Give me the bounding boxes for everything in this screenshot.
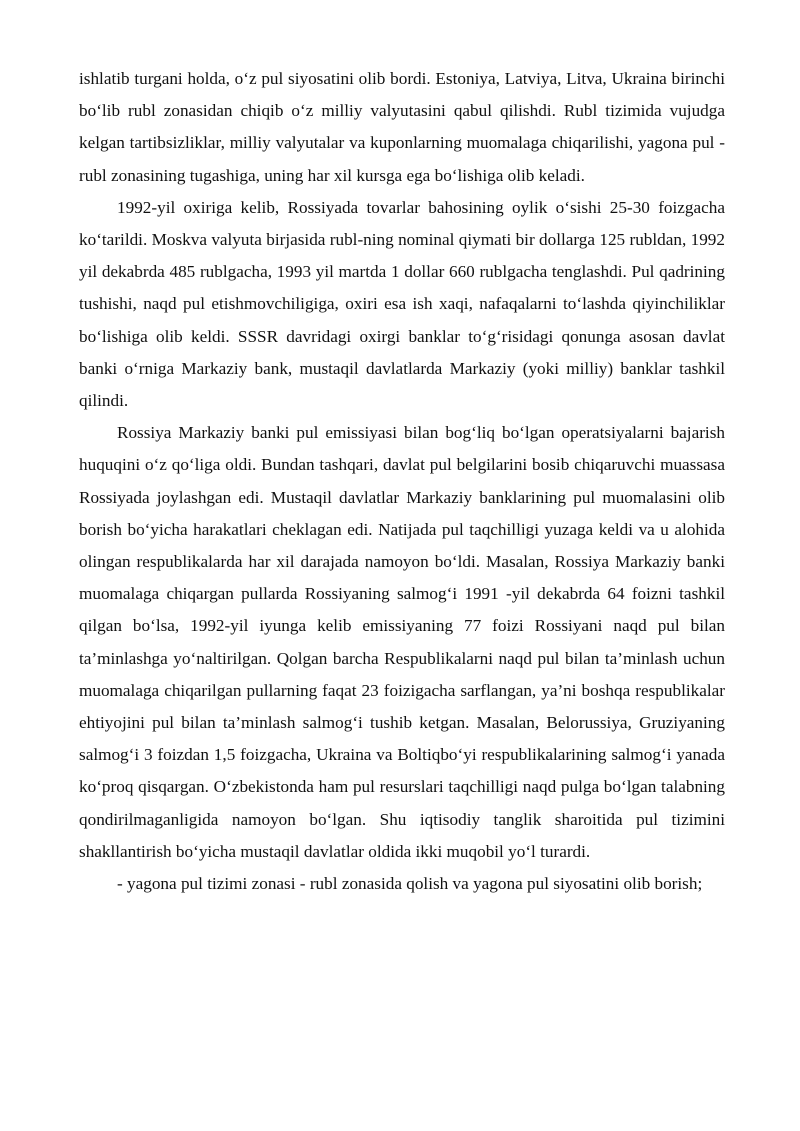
paragraph-central-bank: Rossiya Markaziy banki pul emissiyasi bilan bog‘liq bo‘lgan operatsiyalarni bajarish huquqini o‘z qo‘liga oldi. Bundan tashqari, davlat pul belgilarini bosib chiqaruvchi muassasa Rossiyada joylashgan edi. Mustaqil davlatlar Markaziy banklarining pul muomalasini olib borish bo‘yicha harakatlari cheklagan edi. Natijada pul taqchilligi yuzaga keldi va u alohida olingan respublikalarda har xil darajada namoyon bo‘ldi. Masalan, Rossiya Markaziy banki muomalaga chiqargan pullarda Rossiyaning salmog‘i 1991 -yil dekabrda 64 foizni tashkil qilgan bo‘lsa, 1992-yil iyunga kelib emissiyaning 77 foizi Rossiyani naqd pul bilan ta’minlashga yo‘naltirilgan. Qolgan barcha Respublikalarni naqd pul bilan ta’minlash uchun muomalaga chiqarilgan pullarning faqat 23 foizigacha sarflangan, ya’ni boshqa respublikalar ehtiyojini pul bilan ta’minlash salmog‘i tushib ketgan. Masalan, Belorussiya, Gruziyaning salmog‘i 3 foizdan 1,5 foizgacha, Ukraina va Boltiqbo‘yi respublikalarining salmog‘i yanada ko‘proq qisqargan. O‘zbekistonda ham pul resurslari taqchilligi naqd pulga bo‘lgan talabning qondirilmaganligida namoyon bo‘lgan. Shu iqtisodiy tanglik sharoitida pul tizimini shakllantirish bo‘yicha mustaqil davlatlar oldida ikki muqobil yo‘l turardi. — [79, 423, 725, 861]
paragraph-1992-inflation: 1992-yil oxiriga kelib, Rossiyada tovarlar bahosining oylik o‘sishi 25-30 foizgacha ko‘tarildi. Moskva valyuta birjasida rubl-ning nominal qiymati bir dollarga 125 rubldan, 1992 yil dekabrda 485 rublgacha, 1993 yil martda 1 dollar 660 rublgacha tenglashdi. Pul qadrining tushishi, naqd pul etishmovchiligiga, oxiri esa ish xaqi, nafaqalarni to‘lashda qiyinchiliklar bo‘lishiga olib keldi. SSSR davridagi oxirgi banklar to‘g‘risidagi qonunga asosan davlat banki o‘rniga Markaziy bank, mustaqil davlatlarda Markaziy (yoki milliy) banklar tashkil qilindi. — [79, 197, 725, 411]
document-page — [79, 63, 725, 900]
list-item-ruble-zone: - yagona pul tizimi zonasi - rubl zonasida qolish va yagona pul siyosatini olib borish; — [117, 874, 703, 894]
paragraph-continuation: ishlatib turgani holda, o‘z pul siyosatini olib bordi. Estoniya, Latviya, Litva, Ukraina birinchi bo‘lib rubl zonasidan chiqib o‘z milliy valyutasini qabul qilishdi. Rubl tizimida vujudga kelgan tartibsizliklar, milliy valyutalar va kuponlarning muomalaga chiqarilishi, yagona pul - rubl zonasining tugashiga, uning har xil kursga ega bo‘lishiga olib keladi. — [79, 69, 725, 185]
